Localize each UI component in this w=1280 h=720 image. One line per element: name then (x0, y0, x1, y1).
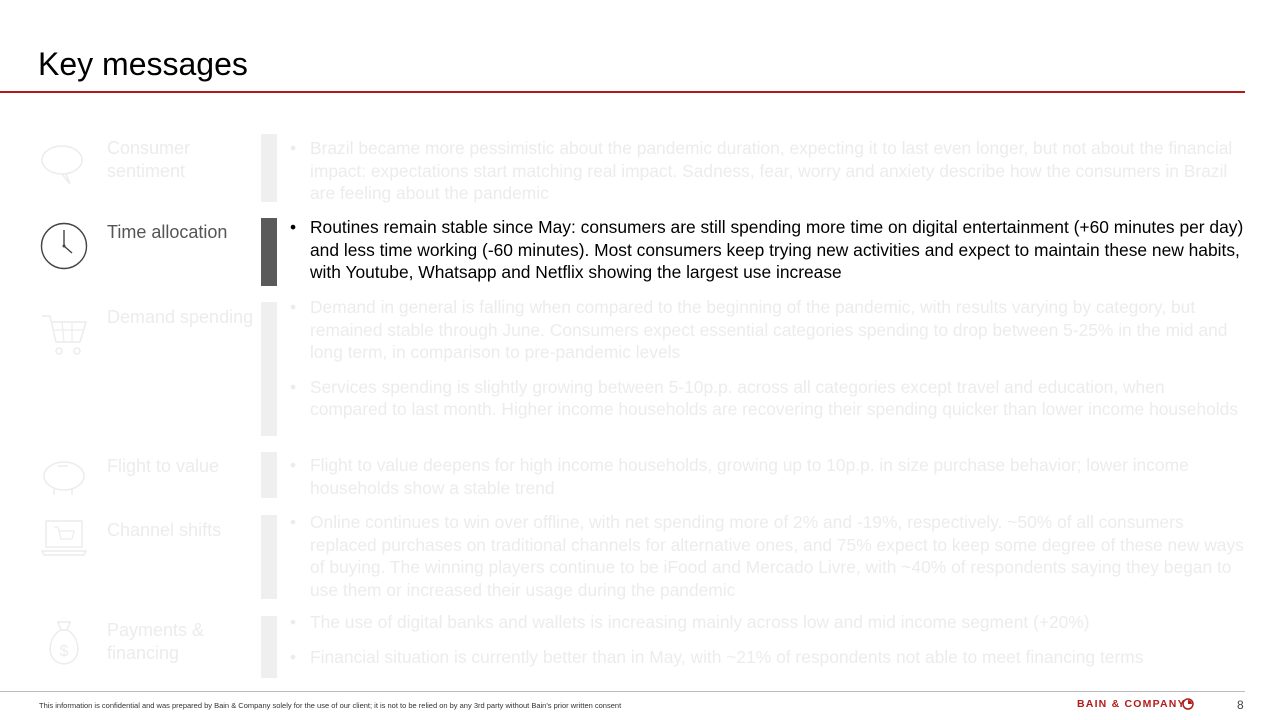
laptop-cart-icon (40, 515, 88, 563)
title-divider (0, 91, 1245, 93)
svg-text:$: $ (59, 643, 69, 660)
bullet-item: • Demand in general is falling when compared to the beginning of the pandemic, with results varying by category, but remained stable through June. Consumers expect essential categories spending to drop between 5-25% in the mid and long term, in comparison to pre-pandemic levels (290, 297, 1228, 362)
section-bar (261, 452, 277, 498)
bullet-text: Routines remain stable since May: consumers are still spending more time on digital entertainment (+60 minutes per day) and less time working (-60 minutes). Most consumers keep trying new activities and expect to maintain these new habits, with Youtube, Whatsapp and Netflix showing the largest use increase (310, 217, 1244, 282)
bullet-list (290, 296, 1245, 433)
section-bar (261, 515, 277, 599)
section-label: Channel shifts (107, 520, 222, 540)
section-bar (261, 302, 277, 436)
bullet-list (290, 216, 1245, 296)
shopping-cart-icon (40, 310, 88, 358)
speech-bubble-icon (40, 140, 88, 188)
section-label: Time allocation (107, 222, 228, 242)
section-bar (261, 616, 277, 678)
section-bar (261, 218, 277, 286)
bullet-text: Online continues to win over offline, with net spending more of 2% and -19%, respectively. ~50% of all consumers replaced purchases on traditional channels for alternative ones, and 75% expect to keep some degree of these new ways of buying. The winning players continue to be iFood and Mercado Livre, with ~40% of respondents saying they began to use them or increased their usage during the pandemic (310, 512, 1244, 600)
footer-divider (0, 691, 1245, 692)
section-bar (261, 134, 277, 202)
bullet-list (290, 511, 1245, 613)
logo-mark-icon (1182, 698, 1194, 710)
bullet-item: • Financial situation is currently better than in May, with ~21% of respondents not able to meet financing terms (290, 646, 1144, 667)
bullet-item: • Brazil became more pessimistic about the pandemic duration, expecting it to last even longer, but not about the financial impact: expectations start matching real impact. Sadness, fear, worry and anxiety describe how the consumers in Brazil are feeling about the pandemic (290, 138, 1233, 203)
bullet-text: Flight to value deepens for high income households, growing up to 10p.p. in size purchase behavior; lower income households show a stable trend (310, 455, 1189, 498)
piggy-bank-icon (40, 452, 88, 500)
money-bag-icon (40, 618, 88, 666)
section-label: Flight to value (107, 456, 220, 476)
bullet-item: • Flight to value deepens for high income households, growing up to 10p.p. in size purchase behavior; lower income households show a stable trend (290, 455, 1189, 498)
bullet-list (290, 611, 1245, 680)
bullet-item: • Online continues to win over offline, with net spending more of 2% and -19%, respectively. ~50% of all consumers replaced purchases on traditional channels for alternative ones, and 75% expect to keep some degree of these new ways of buying. The winning players continue to be iFood and Mercado Livre, with ~40% of respondents saying they began to use them or increased their usage during the pandemic (290, 512, 1244, 600)
bullet-item: • The use of digital banks and wallets is increasing mainly across low and mid income segment (+20%) (290, 612, 1090, 632)
section-label: Payments & financing (107, 620, 205, 663)
section-label: Demand spending (107, 307, 254, 327)
bullet-text: Services spending is slightly growing between 5-10p.p. across all categories except travel and education, when compared to last month. Higher income households are recovering their spending quicker than lower income households (310, 376, 1239, 419)
page-title: Key messages (38, 46, 248, 82)
confidentiality-note: This information is confidential and was prepared by Bain & Company solely for the use of our client; it is not to be relied on by any 3rd party without Bain's prior written consent (39, 701, 622, 710)
bullet-text: The use of digital banks and wallets is increasing mainly across low and mid income segment (+20%) (310, 612, 1090, 632)
section-label: Consumer sentiment (107, 138, 191, 181)
clock-icon (40, 222, 88, 270)
bullet-text: Brazil became more pessimistic about the pandemic duration, expecting it to last even longer, but not about the financial impact: expectations start matching real impact. Sadness, fear, worry and anxiety describe how the consumers in Brazil are feeling about the pandemic (310, 138, 1233, 203)
bullet-item: • Routines remain stable since May: consumers are still spending more time on digital entertainment (+60 minutes per day) and less time working (-60 minutes). Most consumers keep trying new activities and expect to maintain these new habits, with Youtube, Whatsapp and Netflix showing the largest use increase (290, 217, 1244, 282)
bullet-text: Demand in general is falling when compared to the beginning of the pandemic, with results varying by category, but remained stable through June. Consumers expect essential categories spending to drop between 5-25% in the mid and long term, in comparison to pre-pandemic levels (310, 297, 1228, 362)
bullet-list (290, 454, 1245, 511)
bullet-text: Financial situation is currently better than in May, with ~21% of respondents not able to meet financing terms (310, 646, 1144, 667)
bullet-list (290, 137, 1245, 217)
company-logo: BAIN & COMPANY (1077, 698, 1186, 710)
bullet-item: • Services spending is slightly growing between 5-10p.p. across all categories except travel and education, when compared to last month. Higher income households are recovering their spending quicker than lower income households (290, 376, 1239, 419)
page-number: 8 (1237, 698, 1244, 712)
